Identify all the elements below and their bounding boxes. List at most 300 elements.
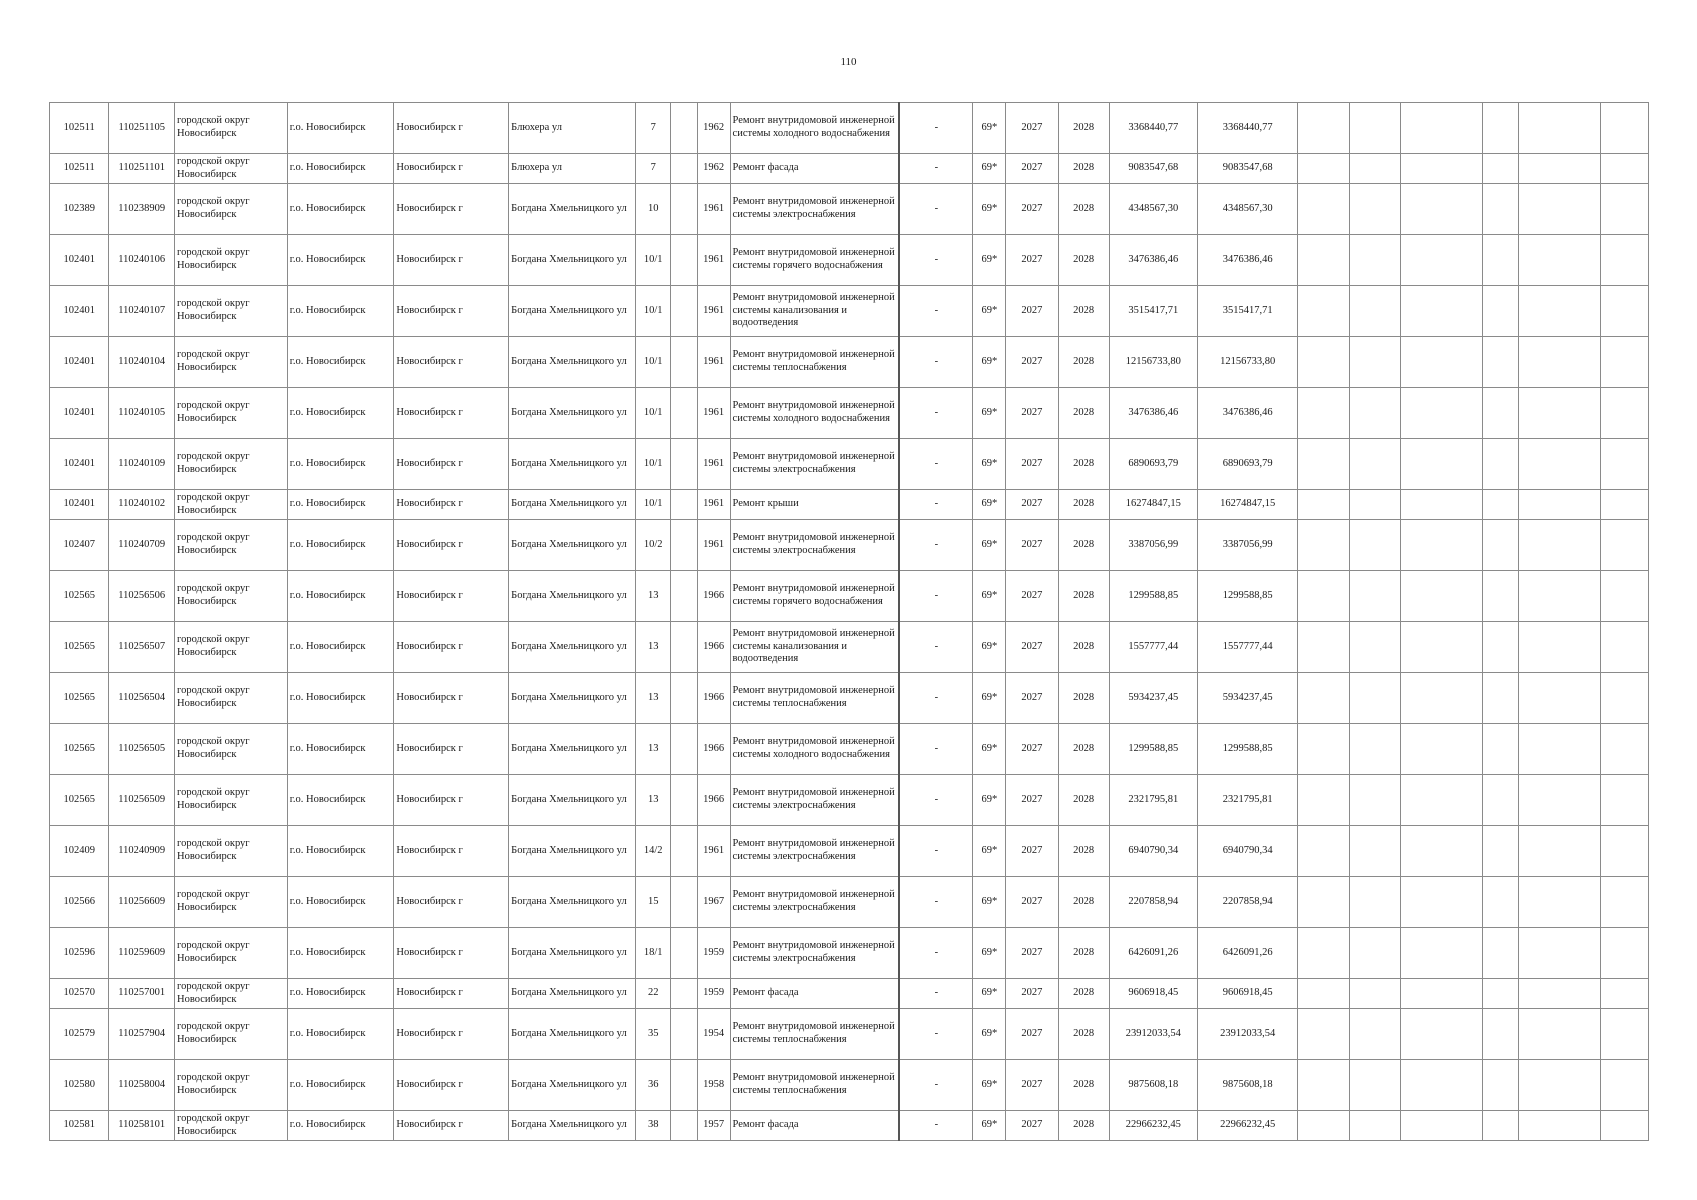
house-number-cell: 18/1	[636, 928, 671, 979]
empty-cell	[1298, 673, 1349, 724]
empty-cell	[1518, 184, 1600, 235]
empty-cell	[1349, 520, 1400, 571]
empty-cell	[1349, 877, 1400, 928]
work-type-cell: Ремонт внутридомовой инженерной системы канализования и водоотведения	[730, 286, 899, 337]
empty-cell	[1400, 1111, 1482, 1141]
end-year-cell: 2028	[1058, 103, 1109, 154]
table-row	[50, 235, 1649, 286]
work-type-cell: Ремонт внутридомовой инженерной системы холодного водоснабжения	[730, 103, 899, 154]
wear-cell: 69*	[973, 775, 1006, 826]
dash-cell: -	[899, 520, 973, 571]
empty-cell	[1518, 622, 1600, 673]
empty-cell	[1349, 724, 1400, 775]
house-number-cell: 14/2	[636, 826, 671, 877]
build-year-cell: 1959	[697, 928, 730, 979]
district-cell: г.о. Новосибирск	[287, 826, 394, 877]
start-year-cell: 2027	[1006, 154, 1058, 184]
work-type-cell: Ремонт внутридомовой инженерной системы электроснабжения	[730, 877, 899, 928]
cost-cell: 3476386,46	[1109, 235, 1197, 286]
cost-cell: 3368440,77	[1109, 103, 1197, 154]
empty-cell	[1298, 1111, 1349, 1141]
start-year-cell: 2027	[1006, 928, 1058, 979]
total-cost-cell: 23912033,54	[1197, 1009, 1297, 1060]
work-type-cell: Ремонт фасада	[730, 154, 899, 184]
municipality-cell: городской округ Новосибирск	[175, 286, 288, 337]
empty-cell	[1482, 826, 1518, 877]
empty-cell	[1518, 877, 1600, 928]
empty-cell	[1600, 520, 1648, 571]
wear-cell: 69*	[973, 1111, 1006, 1141]
end-year-cell: 2028	[1058, 235, 1109, 286]
empty-cell	[1482, 1060, 1518, 1111]
empty-cell	[1482, 154, 1518, 184]
empty-cell	[1482, 1111, 1518, 1141]
empty-cell	[1600, 490, 1648, 520]
city-cell: Новосибирск г	[394, 103, 509, 154]
start-year-cell: 2027	[1006, 826, 1058, 877]
work-code-cell: 110257001	[109, 979, 175, 1009]
start-year-cell: 2027	[1006, 439, 1058, 490]
end-year-cell: 2028	[1058, 520, 1109, 571]
cost-cell: 9606918,45	[1109, 979, 1197, 1009]
empty-cell	[1518, 235, 1600, 286]
dash-cell: -	[899, 103, 973, 154]
building-cell	[671, 184, 698, 235]
municipality-cell: городской округ Новосибирск	[175, 1060, 288, 1111]
wear-cell: 69*	[973, 877, 1006, 928]
total-cost-cell: 6940790,34	[1197, 826, 1297, 877]
street-cell: Богдана Хмельницкого ул	[509, 286, 636, 337]
table-row	[50, 1009, 1649, 1060]
street-cell: Богдана Хмельницкого ул	[509, 235, 636, 286]
empty-cell	[1298, 724, 1349, 775]
street-cell: Богдана Хмельницкого ул	[509, 439, 636, 490]
empty-cell	[1349, 103, 1400, 154]
empty-cell	[1482, 520, 1518, 571]
building-cell	[671, 928, 698, 979]
table-row	[50, 622, 1649, 673]
empty-cell	[1518, 979, 1600, 1009]
street-cell: Богдана Хмельницкого ул	[509, 1111, 636, 1141]
municipality-cell: городской округ Новосибирск	[175, 571, 288, 622]
house-number-cell: 35	[636, 1009, 671, 1060]
work-type-cell: Ремонт внутридомовой инженерной системы электроснабжения	[730, 439, 899, 490]
build-year-cell: 1959	[697, 979, 730, 1009]
table-row	[50, 490, 1649, 520]
build-year-cell: 1962	[697, 103, 730, 154]
empty-cell	[1600, 388, 1648, 439]
object-id-cell: 102409	[50, 826, 109, 877]
object-id-cell: 102565	[50, 622, 109, 673]
end-year-cell: 2028	[1058, 1111, 1109, 1141]
street-cell: Богдана Хмельницкого ул	[509, 490, 636, 520]
building-cell	[671, 826, 698, 877]
empty-cell	[1482, 439, 1518, 490]
house-number-cell: 10/1	[636, 439, 671, 490]
empty-cell	[1482, 673, 1518, 724]
table-row	[50, 337, 1649, 388]
work-type-cell: Ремонт внутридомовой инженерной системы электроснабжения	[730, 826, 899, 877]
wear-cell: 69*	[973, 979, 1006, 1009]
empty-cell	[1298, 520, 1349, 571]
empty-cell	[1482, 571, 1518, 622]
empty-cell	[1400, 877, 1482, 928]
empty-cell	[1298, 928, 1349, 979]
work-type-cell: Ремонт внутридомовой инженерной системы теплоснабжения	[730, 337, 899, 388]
empty-cell	[1400, 826, 1482, 877]
house-number-cell: 10/1	[636, 337, 671, 388]
work-code-cell: 110259609	[109, 928, 175, 979]
object-id-cell: 102401	[50, 286, 109, 337]
cost-cell: 1299588,85	[1109, 724, 1197, 775]
house-number-cell: 10/1	[636, 388, 671, 439]
empty-cell	[1400, 235, 1482, 286]
work-type-cell: Ремонт внутридомовой инженерной системы электроснабжения	[730, 775, 899, 826]
district-cell: г.о. Новосибирск	[287, 775, 394, 826]
wear-cell: 69*	[973, 724, 1006, 775]
object-id-cell: 102407	[50, 520, 109, 571]
street-cell: Богдана Хмельницкого ул	[509, 1009, 636, 1060]
empty-cell	[1349, 571, 1400, 622]
empty-cell	[1518, 388, 1600, 439]
empty-cell	[1400, 337, 1482, 388]
table-row	[50, 184, 1649, 235]
start-year-cell: 2027	[1006, 388, 1058, 439]
dash-cell: -	[899, 877, 973, 928]
empty-cell	[1518, 1060, 1600, 1111]
house-number-cell: 13	[636, 673, 671, 724]
municipality-cell: городской округ Новосибирск	[175, 388, 288, 439]
work-code-cell: 110240107	[109, 286, 175, 337]
build-year-cell: 1961	[697, 286, 730, 337]
city-cell: Новосибирск г	[394, 520, 509, 571]
dash-cell: -	[899, 724, 973, 775]
total-cost-cell: 9083547,68	[1197, 154, 1297, 184]
empty-cell	[1298, 388, 1349, 439]
table-row	[50, 439, 1649, 490]
municipality-cell: городской округ Новосибирск	[175, 673, 288, 724]
build-year-cell: 1961	[697, 388, 730, 439]
empty-cell	[1298, 286, 1349, 337]
end-year-cell: 2028	[1058, 724, 1109, 775]
start-year-cell: 2027	[1006, 103, 1058, 154]
building-cell	[671, 154, 698, 184]
object-id-cell: 102566	[50, 877, 109, 928]
start-year-cell: 2027	[1006, 571, 1058, 622]
empty-cell	[1400, 103, 1482, 154]
empty-cell	[1518, 1009, 1600, 1060]
empty-cell	[1518, 826, 1600, 877]
city-cell: Новосибирск г	[394, 235, 509, 286]
empty-cell	[1298, 622, 1349, 673]
work-type-cell: Ремонт внутридомовой инженерной системы теплоснабжения	[730, 1009, 899, 1060]
empty-cell	[1298, 154, 1349, 184]
total-cost-cell: 5934237,45	[1197, 673, 1297, 724]
dash-cell: -	[899, 154, 973, 184]
empty-cell	[1600, 154, 1648, 184]
cost-cell: 16274847,15	[1109, 490, 1197, 520]
work-code-cell: 110256609	[109, 877, 175, 928]
end-year-cell: 2028	[1058, 979, 1109, 1009]
object-id-cell: 102401	[50, 235, 109, 286]
dash-cell: -	[899, 826, 973, 877]
dash-cell: -	[899, 490, 973, 520]
total-cost-cell: 22966232,45	[1197, 1111, 1297, 1141]
empty-cell	[1482, 235, 1518, 286]
object-id-cell: 102401	[50, 388, 109, 439]
empty-cell	[1600, 826, 1648, 877]
work-code-cell: 110240106	[109, 235, 175, 286]
empty-cell	[1349, 1009, 1400, 1060]
empty-cell	[1482, 388, 1518, 439]
empty-cell	[1400, 439, 1482, 490]
building-cell	[671, 622, 698, 673]
dash-cell: -	[899, 775, 973, 826]
house-number-cell: 10/2	[636, 520, 671, 571]
empty-cell	[1298, 184, 1349, 235]
work-code-cell: 110256505	[109, 724, 175, 775]
empty-cell	[1349, 490, 1400, 520]
wear-cell: 69*	[973, 235, 1006, 286]
street-cell: Богдана Хмельницкого ул	[509, 184, 636, 235]
end-year-cell: 2028	[1058, 1060, 1109, 1111]
build-year-cell: 1961	[697, 520, 730, 571]
municipality-cell: городской округ Новосибирск	[175, 103, 288, 154]
work-code-cell: 110251101	[109, 154, 175, 184]
dash-cell: -	[899, 571, 973, 622]
empty-cell	[1349, 235, 1400, 286]
municipality-cell: городской округ Новосибирск	[175, 154, 288, 184]
repair-program-table	[49, 102, 1649, 1141]
empty-cell	[1298, 826, 1349, 877]
table-row	[50, 979, 1649, 1009]
object-id-cell: 102579	[50, 1009, 109, 1060]
work-code-cell: 110258101	[109, 1111, 175, 1141]
empty-cell	[1518, 1111, 1600, 1141]
district-cell: г.о. Новосибирск	[287, 571, 394, 622]
wear-cell: 69*	[973, 103, 1006, 154]
city-cell: Новосибирск г	[394, 184, 509, 235]
start-year-cell: 2027	[1006, 877, 1058, 928]
building-cell	[671, 103, 698, 154]
total-cost-cell: 2207858,94	[1197, 877, 1297, 928]
empty-cell	[1600, 286, 1648, 337]
empty-cell	[1349, 979, 1400, 1009]
work-type-cell: Ремонт внутридомовой инженерной системы электроснабжения	[730, 520, 899, 571]
district-cell: г.о. Новосибирск	[287, 622, 394, 673]
wear-cell: 69*	[973, 184, 1006, 235]
building-cell	[671, 724, 698, 775]
city-cell: Новосибирск г	[394, 673, 509, 724]
municipality-cell: городской округ Новосибирск	[175, 775, 288, 826]
object-id-cell: 102565	[50, 775, 109, 826]
municipality-cell: городской округ Новосибирск	[175, 826, 288, 877]
dash-cell: -	[899, 286, 973, 337]
build-year-cell: 1961	[697, 235, 730, 286]
house-number-cell: 13	[636, 571, 671, 622]
city-cell: Новосибирск г	[394, 1060, 509, 1111]
wear-cell: 69*	[973, 154, 1006, 184]
build-year-cell: 1958	[697, 1060, 730, 1111]
table-row	[50, 928, 1649, 979]
total-cost-cell: 6426091,26	[1197, 928, 1297, 979]
total-cost-cell: 3387056,99	[1197, 520, 1297, 571]
total-cost-cell: 9875608,18	[1197, 1060, 1297, 1111]
build-year-cell: 1966	[697, 673, 730, 724]
municipality-cell: городской округ Новосибирск	[175, 490, 288, 520]
empty-cell	[1349, 673, 1400, 724]
empty-cell	[1600, 673, 1648, 724]
table-row	[50, 286, 1649, 337]
building-cell	[671, 571, 698, 622]
city-cell: Новосибирск г	[394, 439, 509, 490]
empty-cell	[1400, 571, 1482, 622]
start-year-cell: 2027	[1006, 235, 1058, 286]
empty-cell	[1600, 877, 1648, 928]
cost-cell: 2321795,81	[1109, 775, 1197, 826]
empty-cell	[1600, 439, 1648, 490]
total-cost-cell: 1299588,85	[1197, 724, 1297, 775]
end-year-cell: 2028	[1058, 826, 1109, 877]
cost-cell: 22966232,45	[1109, 1111, 1197, 1141]
empty-cell	[1349, 184, 1400, 235]
city-cell: Новосибирск г	[394, 1009, 509, 1060]
building-cell	[671, 673, 698, 724]
end-year-cell: 2028	[1058, 286, 1109, 337]
table-row	[50, 877, 1649, 928]
district-cell: г.о. Новосибирск	[287, 1009, 394, 1060]
municipality-cell: городской округ Новосибирск	[175, 439, 288, 490]
house-number-cell: 10/1	[636, 286, 671, 337]
cost-cell: 1557777,44	[1109, 622, 1197, 673]
empty-cell	[1600, 775, 1648, 826]
work-code-cell: 110240102	[109, 490, 175, 520]
municipality-cell: городской округ Новосибирск	[175, 979, 288, 1009]
work-type-cell: Ремонт внутридомовой инженерной системы электроснабжения	[730, 928, 899, 979]
city-cell: Новосибирск г	[394, 724, 509, 775]
empty-cell	[1482, 928, 1518, 979]
dash-cell: -	[899, 439, 973, 490]
total-cost-cell: 3476386,46	[1197, 388, 1297, 439]
house-number-cell: 10/1	[636, 490, 671, 520]
empty-cell	[1482, 979, 1518, 1009]
city-cell: Новосибирск г	[394, 1111, 509, 1141]
build-year-cell: 1957	[697, 1111, 730, 1141]
house-number-cell: 7	[636, 154, 671, 184]
dash-cell: -	[899, 337, 973, 388]
dash-cell: -	[899, 1009, 973, 1060]
build-year-cell: 1966	[697, 571, 730, 622]
end-year-cell: 2028	[1058, 184, 1109, 235]
city-cell: Новосибирск г	[394, 979, 509, 1009]
start-year-cell: 2027	[1006, 979, 1058, 1009]
district-cell: г.о. Новосибирск	[287, 154, 394, 184]
municipality-cell: городской округ Новосибирск	[175, 235, 288, 286]
start-year-cell: 2027	[1006, 184, 1058, 235]
empty-cell	[1298, 1060, 1349, 1111]
municipality-cell: городской округ Новосибирск	[175, 184, 288, 235]
empty-cell	[1298, 490, 1349, 520]
city-cell: Новосибирск г	[394, 775, 509, 826]
table-row	[50, 775, 1649, 826]
end-year-cell: 2028	[1058, 775, 1109, 826]
empty-cell	[1518, 724, 1600, 775]
building-cell	[671, 1111, 698, 1141]
city-cell: Новосибирск г	[394, 622, 509, 673]
building-cell	[671, 439, 698, 490]
house-number-cell: 7	[636, 103, 671, 154]
total-cost-cell: 3368440,77	[1197, 103, 1297, 154]
table-row	[50, 826, 1649, 877]
total-cost-cell: 3476386,46	[1197, 235, 1297, 286]
wear-cell: 69*	[973, 1060, 1006, 1111]
build-year-cell: 1961	[697, 184, 730, 235]
building-cell	[671, 490, 698, 520]
empty-cell	[1298, 103, 1349, 154]
total-cost-cell: 12156733,80	[1197, 337, 1297, 388]
cost-cell: 23912033,54	[1109, 1009, 1197, 1060]
empty-cell	[1349, 928, 1400, 979]
start-year-cell: 2027	[1006, 775, 1058, 826]
district-cell: г.о. Новосибирск	[287, 103, 394, 154]
empty-cell	[1400, 184, 1482, 235]
empty-cell	[1482, 1009, 1518, 1060]
municipality-cell: городской округ Новосибирск	[175, 928, 288, 979]
empty-cell	[1518, 154, 1600, 184]
building-cell	[671, 979, 698, 1009]
build-year-cell: 1966	[697, 724, 730, 775]
empty-cell	[1400, 673, 1482, 724]
wear-cell: 69*	[973, 622, 1006, 673]
district-cell: г.о. Новосибирск	[287, 439, 394, 490]
empty-cell	[1400, 154, 1482, 184]
wear-cell: 69*	[973, 439, 1006, 490]
street-cell: Богдана Хмельницкого ул	[509, 775, 636, 826]
house-number-cell: 36	[636, 1060, 671, 1111]
work-type-cell: Ремонт внутридомовой инженерной системы теплоснабжения	[730, 673, 899, 724]
city-cell: Новосибирск г	[394, 286, 509, 337]
empty-cell	[1600, 235, 1648, 286]
district-cell: г.о. Новосибирск	[287, 286, 394, 337]
dash-cell: -	[899, 388, 973, 439]
empty-cell	[1400, 388, 1482, 439]
street-cell: Богдана Хмельницкого ул	[509, 928, 636, 979]
object-id-cell: 102565	[50, 673, 109, 724]
work-code-cell: 110240104	[109, 337, 175, 388]
empty-cell	[1400, 724, 1482, 775]
end-year-cell: 2028	[1058, 439, 1109, 490]
empty-cell	[1600, 979, 1648, 1009]
empty-cell	[1518, 490, 1600, 520]
dash-cell: -	[899, 1060, 973, 1111]
city-cell: Новосибирск г	[394, 571, 509, 622]
empty-cell	[1298, 571, 1349, 622]
work-type-cell: Ремонт крыши	[730, 490, 899, 520]
empty-cell	[1349, 1060, 1400, 1111]
start-year-cell: 2027	[1006, 520, 1058, 571]
city-cell: Новосибирск г	[394, 928, 509, 979]
table-row	[50, 1060, 1649, 1111]
building-cell	[671, 286, 698, 337]
empty-cell	[1600, 184, 1648, 235]
municipality-cell: городской округ Новосибирск	[175, 724, 288, 775]
wear-cell: 69*	[973, 928, 1006, 979]
total-cost-cell: 9606918,45	[1197, 979, 1297, 1009]
dash-cell: -	[899, 184, 973, 235]
street-cell: Богдана Хмельницкого ул	[509, 877, 636, 928]
build-year-cell: 1966	[697, 775, 730, 826]
municipality-cell: городской округ Новосибирск	[175, 520, 288, 571]
